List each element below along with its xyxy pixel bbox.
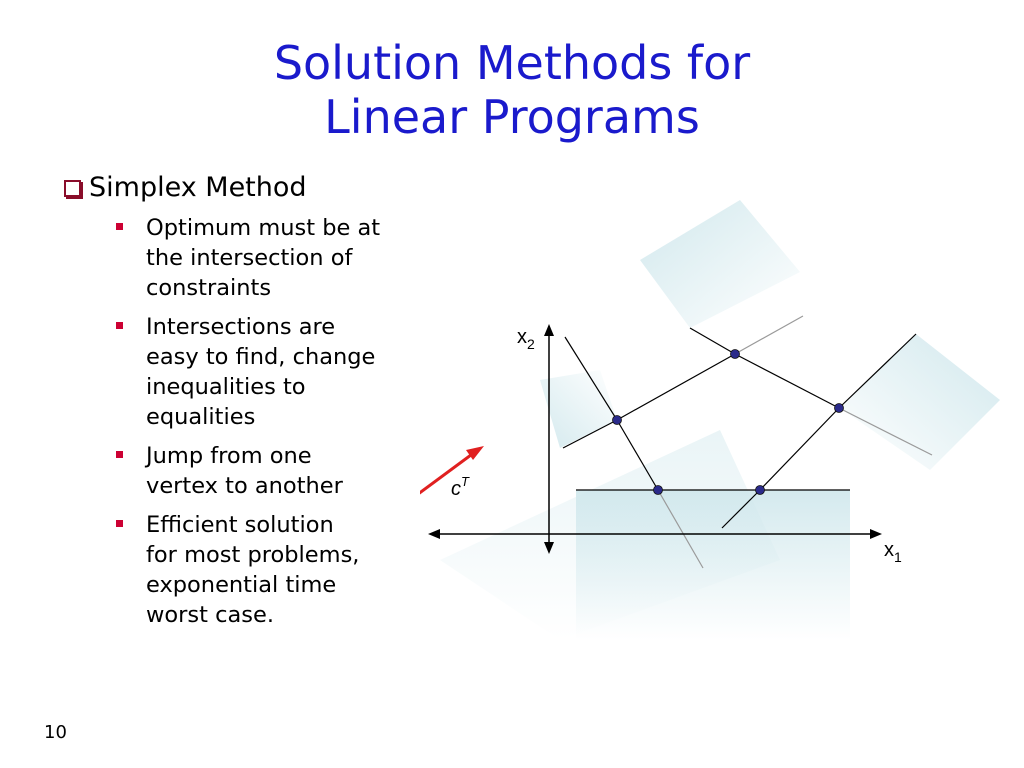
x2-axis-arrow-up-icon bbox=[544, 324, 554, 336]
x1-axis-label: $x_1$ bbox=[884, 539, 902, 565]
bullet-line: equalities bbox=[146, 404, 256, 430]
bullet-line: Jump from one bbox=[146, 443, 312, 469]
vertex-point bbox=[654, 486, 663, 495]
main-bullet bbox=[64, 172, 424, 203]
constraint-extension bbox=[735, 316, 803, 354]
constraint-line bbox=[690, 328, 735, 354]
objective-label: $c^T$ bbox=[451, 474, 469, 500]
page-number: 10 bbox=[44, 722, 67, 743]
bullet-line: easy to find, change bbox=[146, 344, 376, 370]
vertex-point bbox=[731, 350, 740, 359]
title-line-1: Solution Methods for bbox=[273, 36, 751, 90]
bullet-line: the intersection of bbox=[146, 245, 353, 271]
sub-bullet-list bbox=[64, 213, 424, 630]
square-bullet-icon bbox=[116, 322, 123, 329]
main-bullet-text: Simplex Method bbox=[89, 172, 307, 203]
bullet-line: Optimum must be at bbox=[146, 215, 381, 241]
vertex-point bbox=[613, 416, 622, 425]
bullet-list bbox=[64, 172, 424, 639]
constraint-line bbox=[760, 408, 839, 490]
title-line-2: Linear Programs bbox=[324, 90, 700, 144]
bullet-line: for most problems, bbox=[146, 542, 360, 568]
bullet-line: inequalities to bbox=[146, 374, 306, 400]
checkbox-bullet-icon bbox=[64, 180, 81, 197]
x2-axis-label: $x_2$ bbox=[517, 326, 535, 352]
bullet-line: constraints bbox=[146, 275, 272, 301]
square-bullet-icon bbox=[116, 520, 123, 527]
x1-axis-arrow-right-icon bbox=[870, 529, 882, 539]
vertex-point bbox=[835, 404, 844, 413]
sub-bullet-item bbox=[116, 213, 424, 303]
constraint-line bbox=[617, 354, 735, 420]
bullet-line: exponential time bbox=[146, 572, 337, 598]
constraint-shade bbox=[640, 200, 800, 328]
x1-axis-arrow-left-icon bbox=[428, 529, 440, 539]
slide-title bbox=[0, 36, 1024, 144]
feasible-region-diagram bbox=[420, 185, 1024, 665]
square-bullet-icon bbox=[116, 451, 123, 458]
bullet-line: Efficient solution bbox=[146, 512, 334, 538]
sub-bullet-item bbox=[116, 441, 424, 501]
sub-bullet-item bbox=[116, 510, 424, 630]
constraint-shade bbox=[540, 370, 617, 448]
square-bullet-icon bbox=[116, 223, 123, 230]
sub-bullet-item bbox=[116, 312, 424, 432]
bullet-line: vertex to another bbox=[146, 473, 343, 499]
constraint-line bbox=[735, 354, 839, 408]
bullet-line: worst case. bbox=[146, 602, 274, 628]
vertex-point bbox=[756, 486, 765, 495]
bullet-line: Intersections are bbox=[146, 314, 336, 340]
